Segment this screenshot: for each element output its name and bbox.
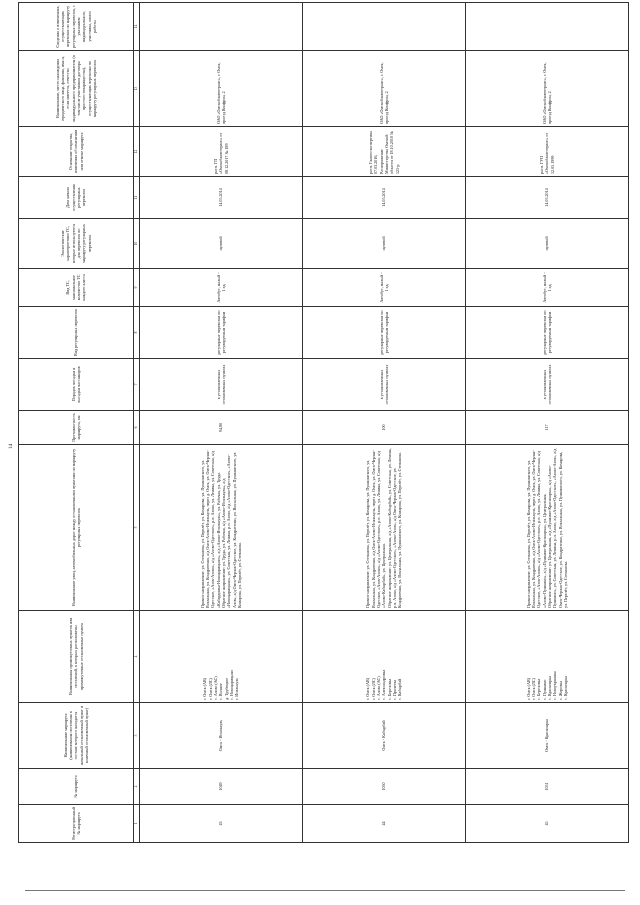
extra-cell — [466, 2, 629, 50]
route-registry-table — [18, 2, 629, 843]
carrier-cell: ОАО «Омскоблавтотранс», г. Омск, проезд Конфрон, 2 — [466, 50, 629, 126]
column-number: 6 — [134, 410, 140, 444]
start-date-cell: 14.05.2014 — [303, 176, 466, 218]
header-cell: Вид ТС, максимальное количество ТС каждого класса — [19, 268, 134, 306]
column-number: 8 — [134, 306, 140, 358]
column-number: 10 — [134, 218, 140, 268]
header-cell: Дата начала осуществления регулярных перевозок — [19, 176, 134, 218]
header-cell: Протяжен-ность маршрута, км — [19, 410, 134, 444]
reg-number-cell: 45 — [466, 804, 629, 842]
header-cell: Сведения о изменениях, осуществляющих перевозки по маршруту регулярных перевозок, с указанием индивидуального, участника, описи работы — [19, 2, 134, 50]
boarding-cell: в установленных остановочных пунктах — [303, 358, 466, 410]
extra-cell — [303, 2, 466, 50]
transport-type-cell: регулярные перевозки по регулируемым тарифам — [466, 306, 629, 358]
start-date-cell: 14.05.2014 — [140, 176, 303, 218]
route-name-cell: Омск - Красноярка — [466, 702, 629, 768]
header-row — [19, 2, 134, 842]
start-date-cell: 14.05.2014 — [466, 176, 629, 218]
header-cell: Основание открытия, изменения об изменении или отмене маршрута — [19, 126, 134, 176]
streets-cell: Прямое направление: ул. Степанова, ул. Перелёт, ул. Комарова, ул. Пушкинского, ул. Вокзальная, ул. Кондратенко, а/д Омск-Азово-Исилькуль, через д. Омск, ул. Омск-Черлак-Одесское, «Азов-Азово», а/д «Азово-Одесское», р.п. Азово, ул. Ленина, ул. Советская, а/д «Азово-Пушкино», а/д «Пушкино-Красноярка», ул. Центральная. Обратное направление: ул. Центральная, а/д «Пушкино-Красноярка», а/д «Азово-Пушкино», ул. Советская, ул. Ленина, р.п. Азово, а/д «Азово-Одесское», «Азово-Азов», а/д Омск-Черлак-Одесское, ул. Кондратенко, ул. Вокзальная, ул. Пушкинского, ул. Комарова, ул. Перелёт, ул. Степанова. — [466, 444, 629, 610]
reg-number-cell: 44 — [303, 804, 466, 842]
basis-cell: расп. ГП «Омскоблавтотранс» от 08.12.2017 № 189 — [140, 126, 303, 176]
carrier-cell: ОАО «Омскоблавтотранс», г. Омск, проезд Конфрон, 2 — [140, 50, 303, 126]
vehicle-cell: Автобус, малый - 1 ед. — [303, 268, 466, 306]
column-number: 9 — [134, 268, 140, 306]
header-cell: № маршрута — [19, 768, 134, 804]
extra-cell — [140, 2, 303, 50]
basis-cell: расп. ГУП «Омскоблавтотранс» от 12.05.1999 — [466, 126, 629, 176]
column-number: 5 — [134, 444, 140, 610]
column-number: 3 — [134, 702, 140, 768]
header-cell: Вид регулярных перевозок — [19, 306, 134, 358]
eco-class-cell: нулевой — [466, 218, 629, 268]
column-number: 4 — [134, 610, 140, 702]
length-cell: 94,80 — [140, 410, 303, 444]
header-cell: Порядок посадки и высадки пассажиров — [19, 358, 134, 410]
intermediate-points-cell: г. Омск (АВ) г. Омск (ЛС) с. Азово (АС) с. Волное д. Трубецкое с. Новоцарицыно г. Исилькуль — [140, 610, 303, 702]
boarding-cell: в установленных остановочных пунктах — [466, 358, 629, 410]
length-cell: 100 — [303, 410, 466, 444]
header-cell: Экологические характеристики ТС, которые используются для перевозок по маршруту регулярных перевозок — [19, 218, 134, 268]
header-cell: Наименование, место нахождения юридического лица, фамилия, имя и, если имеется, отчество индивидуального предпринимателя (в том числе участников договора простого товарищества), осуществляющих перевозки по маршруту регулярных перевозок — [19, 50, 134, 126]
boarding-cell: в установленных остановочных пунктах — [140, 358, 303, 410]
header-cell: Наименование улиц, автомобильных дорог между остановочными пунктами по маршруту регулярных перевозок — [19, 444, 134, 610]
header-cell: Наименование маршрута (наименования поселения в составе которого находятся начальный остановочный пункт и конечный остановочный пункт) — [19, 702, 134, 768]
table-row — [140, 2, 303, 842]
route-number-cell: 1050 — [303, 768, 466, 804]
reg-number-cell: 43 — [140, 804, 303, 842]
streets-cell: Прямое направление: ул. Степанова, ул. Перелёт, ул. Комарова, ул. Пушкинского, ул. Вокзальная, ул. Кондратенко, а/д Омск-Азово-Исилькуль, через д. Омск, ул. Омск-Черлак-Одесское, «Азов-Азово», а/д «Азово-Одесское», р.п. Азово, ул. Ленина, ул. Советская, а/д «Азово-Кабырбай», ул. Центральная. Обратное направление: ул. Центральная, а/д «Азово-Кабырбай», ул. Советская, ул. Ленина, р.п. Азово, а/д «Азово-Одесское», «Азово-Азов», а/д Омск-Черлак-Одесское, ул. Кондратенко, ул. Вокзальная, ул. Пушкинского, ул. Комарова, ул. Перелёт, ул. Степанова. — [303, 444, 466, 610]
column-number: 14 — [134, 2, 140, 50]
route-number-cell: 1051 — [466, 768, 629, 804]
eco-class-cell: нулевой — [303, 218, 466, 268]
table-row — [303, 2, 466, 842]
length-cell: 117 — [466, 410, 629, 444]
route-name-cell: Омск - Исилькуль — [140, 702, 303, 768]
column-number: 2 — [134, 768, 140, 804]
intermediate-points-cell: г. Омск (АВ) г. Омск (ЛС) с. Березовка с. Пушкино с. Красноярка с. Новоукраинка с. Жоровка с. Красноярка — [466, 610, 629, 702]
vehicle-cell: Автобус, малый - 1 ед. — [140, 268, 303, 306]
route-number-cell: 1049 — [140, 768, 303, 804]
eco-class-cell: нулевой — [140, 218, 303, 268]
header-cell: Наименования промежуточных пунктов или поселений, в которых расположены промежуточные остановочные пункты — [19, 610, 134, 702]
transport-type-cell: регулярные перевозки по регулируемым тарифам — [303, 306, 466, 358]
rotated-page-content — [18, 4, 622, 843]
vehicle-cell: Автобус, малый - 1 ед. — [466, 268, 629, 306]
carrier-cell: ОАО «Омскоблавтотранс», г. Омск, проезд Конфрон, 2 — [303, 50, 466, 126]
intermediate-points-cell: г. Омск (АВ) г. Омск (ЛС) с. Азово (АС) с. Александровка с. Березовка с. Пролетка с. Кабырбай — [303, 610, 466, 702]
streets-cell: Прямое направление: ул. Степанова, ул. Перелёт, ул. Комарова, ул. Пушкинского, ул. Вокзальная, ул. Кондратенко, а/д Омск-Азово-Исилькуль, через д. Омск, ул. Омск-Черлак-Одесское, «Азов-Азово», а/д «Азово-Одесское», р.п. Азово, ул. Ленина, ул. Советская, а/д «Кабардинка-Новоцарицыно», а/д «Азово-Исилькуль», ул. Рабочая, ул. Труда. Обратное направление: ул. Труда, ул. Рабочая, а/д «Азово-Исилькуль», а/д «Новоцарицыно», ул. Советская, ул. Ленина, р.п. Азово, а/д «Азово-Одесское», «Азово-Азов», а/д Омск-Черлак-Одесское, ул. Кондратенко, ул. Вокзальная, ул. Пушкинского, ул. Комарова, ул. Перелёт, ул. Степанова. — [140, 444, 303, 610]
column-number: 12 — [134, 126, 140, 176]
column-number: 11 — [134, 176, 140, 218]
page-bottom-rule — [25, 890, 625, 891]
column-number: 7 — [134, 358, 140, 410]
header-cell: Регистра-ционный № маршрута — [19, 804, 134, 842]
table-row — [466, 2, 629, 842]
route-name-cell: Омск - Кабырбай — [303, 702, 466, 768]
transport-type-cell: регулярные перевозки по регулируемым тарифам — [140, 306, 303, 358]
column-number: 13 — [134, 50, 140, 126]
column-number: 1 — [134, 804, 140, 842]
basis-cell: расп. Главгосэкспертизы 07.03.2016, Распоряжение Министерства Омской области от 18.10.2010 № 125-р — [303, 126, 466, 176]
page-number: 14 — [9, 444, 14, 449]
